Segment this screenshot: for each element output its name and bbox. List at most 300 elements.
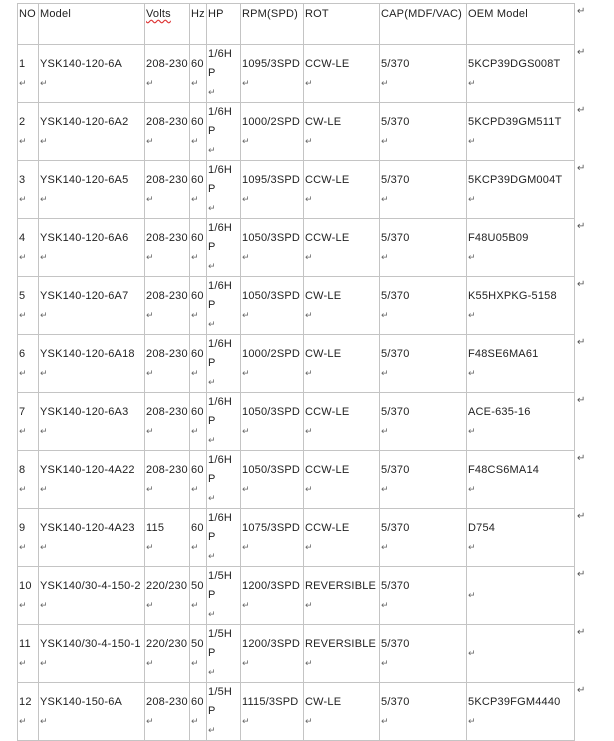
cell-volts [145, 451, 190, 509]
cell-end-mark: ↵ [242, 309, 250, 320]
header-rot: ROT [304, 4, 380, 45]
header-hp: HP [207, 4, 241, 45]
cell-hz [190, 567, 207, 625]
cell-cap-text: 5/370 [381, 289, 410, 302]
cell-end-mark: ↵ [191, 657, 199, 668]
table-row [18, 683, 575, 741]
cell-hz-text: 60 [191, 521, 204, 534]
cell-rot [304, 45, 380, 103]
cell-no-text: 1 [19, 57, 26, 70]
cell-end-mark: ↵ [191, 367, 199, 378]
cell-end-mark: ↵ [242, 541, 250, 552]
table-row [18, 219, 575, 277]
cell-hp [207, 625, 241, 683]
cell-end-mark: ↵ [381, 251, 389, 262]
cell-end-mark: ↵ [146, 425, 154, 436]
cell-oem-text: 5KCP39FGM4440 [468, 695, 561, 708]
cell-oem [467, 509, 575, 567]
cell-rot-text: CCW-LE [305, 231, 350, 244]
cell-no-text: 7 [19, 405, 26, 418]
cell-end-mark: ↵ [146, 599, 154, 610]
cell-hp-text: 1/5HP [208, 628, 233, 659]
table-row [18, 625, 575, 683]
cell-end-mark: ↵ [146, 309, 154, 320]
cell-end-mark: ↵ [191, 251, 199, 262]
cell-cap-text: 5/370 [381, 521, 410, 534]
cell-end-mark: ↵ [40, 483, 48, 494]
cell-end-mark: ↵ [381, 715, 389, 726]
cell-cap [380, 567, 467, 625]
cell-end-mark: ↵ [468, 425, 476, 436]
cell-hp-text: 1/5HP [208, 570, 233, 601]
cell-hz-text: 50 [191, 579, 204, 592]
cell-end-mark: ↵ [40, 77, 48, 88]
cell-hp-text: 1/6HP [208, 454, 233, 485]
header-hz: Hz [190, 4, 207, 45]
cell-hz-text: 50 [191, 637, 204, 650]
motor-spec-table [17, 3, 575, 741]
cell-model [39, 103, 145, 161]
cell-end-mark: ↵ [381, 657, 389, 668]
cell-hp-text: 1/6HP [208, 512, 233, 543]
cell-hz [190, 161, 207, 219]
cell-model-text: YSK140-120-6A [40, 57, 123, 70]
cell-end-mark: ↵ [19, 541, 27, 552]
cell-hz-text: 60 [191, 115, 204, 128]
cell-volts [145, 683, 190, 741]
cell-model [39, 45, 145, 103]
cell-cap [380, 103, 467, 161]
cell-end-mark: ↵ [381, 77, 389, 88]
cell-model-text: YSK140-120-6A2 [40, 115, 129, 128]
cell-end-mark: ↵ [468, 135, 476, 146]
cell-no-text: 5 [19, 289, 26, 302]
cell-end-mark: ↵ [191, 715, 199, 726]
cell-model-text: YSK140-120-6A7 [40, 289, 129, 302]
cell-end-mark: ↵ [40, 251, 48, 262]
cell-volts-text: 208-230 [146, 695, 188, 708]
cell-volts [145, 509, 190, 567]
table-row [18, 45, 575, 103]
cell-volts-text: 220/230 [146, 637, 188, 650]
cell-hz-text: 60 [191, 405, 204, 418]
cell-rot-text: CCW-LE [305, 173, 350, 186]
cell-model-text: YSK140-150-6A [40, 695, 123, 708]
cell-volts [145, 393, 190, 451]
cell-hz-text: 60 [191, 463, 204, 476]
cell-hp [207, 45, 241, 103]
cell-end-mark: ↵ [468, 367, 476, 378]
cell-end-mark: ↵ [40, 309, 48, 320]
cell-hp [207, 567, 241, 625]
cell-cap-text: 5/370 [381, 405, 410, 418]
cell-end-mark: ↵ [242, 599, 250, 610]
cell-no [18, 393, 39, 451]
cell-hz [190, 103, 207, 161]
cell-end-mark: ↵ [242, 77, 250, 88]
cell-cap-text: 5/370 [381, 173, 410, 186]
cell-end-mark: ↵ [208, 203, 216, 213]
cell-volts [145, 567, 190, 625]
cell-end-mark: ↵ [208, 725, 216, 735]
cell-no [18, 567, 39, 625]
cell-oem-text: F48SE6MA61 [468, 347, 539, 360]
row-end-mark: ↵ [577, 104, 586, 116]
cell-no [18, 277, 39, 335]
cell-model [39, 567, 145, 625]
cell-no-text: 6 [19, 347, 26, 360]
cell-end-mark: ↵ [242, 425, 250, 436]
cell-model [39, 277, 145, 335]
cell-end-mark: ↵ [208, 609, 216, 619]
cell-end-mark: ↵ [40, 135, 48, 146]
cell-rpm-text: 1075/3SPD [242, 521, 301, 534]
cell-no [18, 161, 39, 219]
cell-volts [145, 219, 190, 277]
cell-end-mark: ↵ [468, 541, 476, 552]
cell-model-text: YSK140-120-6A3 [40, 405, 129, 418]
cell-no-text: 2 [19, 115, 26, 128]
row-end-mark: ↵ [577, 626, 586, 638]
cell-hz [190, 335, 207, 393]
cell-volts-text: 208-230 [146, 289, 188, 302]
table-row [18, 567, 575, 625]
cell-oem [467, 335, 575, 393]
cell-oem [467, 683, 575, 741]
cell-model [39, 509, 145, 567]
cell-rpm-text: 1200/3SPD [242, 637, 301, 650]
cell-volts [145, 335, 190, 393]
cell-hp [207, 393, 241, 451]
cell-hz [190, 683, 207, 741]
cell-end-mark: ↵ [305, 193, 313, 204]
cell-end-mark: ↵ [468, 193, 476, 204]
cell-end-mark: ↵ [19, 599, 27, 610]
cell-hp [207, 219, 241, 277]
row-end-mark: ↵ [577, 336, 586, 348]
row-end-mark: ↵ [577, 394, 586, 406]
cell-rpm [241, 509, 304, 567]
cell-oem [467, 103, 575, 161]
cell-no-text: 12 [19, 695, 32, 708]
cell-oem [467, 219, 575, 277]
cell-no [18, 335, 39, 393]
cell-rpm [241, 625, 304, 683]
cell-rpm-text: 1050/3SPD [242, 231, 301, 244]
cell-cap [380, 683, 467, 741]
table-header-row [18, 4, 575, 45]
cell-rpm [241, 393, 304, 451]
cell-no [18, 103, 39, 161]
cell-rot-text: REVERSIBLE [305, 637, 377, 650]
cell-hz-text: 60 [191, 173, 204, 186]
cell-model [39, 625, 145, 683]
cell-oem-text: F48U05B09 [468, 231, 529, 244]
cell-rpm-text: 1000/2SPD [242, 115, 301, 128]
cell-end-mark: ↵ [381, 135, 389, 146]
cell-volts-text: 220/230 [146, 579, 188, 592]
cell-rot [304, 335, 380, 393]
cell-model-text: YSK140-120-4A22 [40, 463, 135, 476]
cell-hz [190, 509, 207, 567]
cell-oem-text: 5KCP39DGM004T [468, 173, 563, 186]
cell-end-mark: ↵ [146, 483, 154, 494]
cell-end-mark: ↵ [146, 541, 154, 552]
cell-end-mark: ↵ [208, 87, 216, 97]
table-row [18, 103, 575, 161]
cell-rot [304, 393, 380, 451]
table-row [18, 393, 575, 451]
cell-cap [380, 451, 467, 509]
cell-end-mark: ↵ [208, 551, 216, 561]
cell-rpm-text: 1200/3SPD [242, 579, 301, 592]
cell-hp [207, 161, 241, 219]
cell-end-mark: ↵ [19, 251, 27, 262]
row-end-mark: ↵ [577, 46, 586, 58]
cell-rot [304, 625, 380, 683]
cell-end-mark: ↵ [242, 715, 250, 726]
row-end-mark: ↵ [577, 452, 586, 464]
cell-end-mark: ↵ [305, 425, 313, 436]
cell-model-text: YSK140-120-4A23 [40, 521, 135, 534]
cell-model [39, 335, 145, 393]
cell-end-mark: ↵ [40, 715, 48, 726]
cell-volts [145, 103, 190, 161]
cell-no [18, 451, 39, 509]
cell-oem-text: 5KCPD39GM511T [468, 115, 562, 128]
cell-end-mark: ↵ [191, 193, 199, 204]
cell-end-mark: ↵ [19, 135, 27, 146]
cell-hz-text: 60 [191, 695, 204, 708]
header-cap: CAP(MDF/VAC) [380, 4, 467, 45]
header-no: NO [18, 4, 39, 45]
cell-end-mark: ↵ [242, 367, 250, 378]
header-volts: Volts [145, 4, 190, 45]
cell-end-mark: ↵ [208, 377, 216, 387]
cell-end-mark: ↵ [191, 309, 199, 320]
cell-end-mark: ↵ [242, 135, 250, 146]
cell-no-text: 3 [19, 173, 26, 186]
cell-no-text: 4 [19, 231, 26, 244]
cell-volts [145, 45, 190, 103]
cell-volts-text: 208-230 [146, 231, 188, 244]
cell-rot-text: CCW-LE [305, 521, 350, 534]
cell-no [18, 219, 39, 277]
cell-cap [380, 393, 467, 451]
cell-volts-text: 208-230 [146, 57, 188, 70]
cell-end-mark: ↵ [242, 657, 250, 668]
cell-hp-text: 1/6HP [208, 48, 233, 79]
cell-model-text: YSK140/30-4-150-2 [40, 579, 141, 592]
cell-end-mark: ↵ [191, 77, 199, 88]
cell-hp-text: 1/5HP [208, 686, 233, 717]
cell-cap [380, 161, 467, 219]
cell-hz [190, 625, 207, 683]
cell-volts [145, 625, 190, 683]
cell-rpm [241, 335, 304, 393]
cell-hz [190, 451, 207, 509]
cell-end-mark: ↵ [146, 135, 154, 146]
cell-hp [207, 335, 241, 393]
cell-cap-text: 5/370 [381, 347, 410, 360]
cell-rpm [241, 45, 304, 103]
cell-cap-text: 5/370 [381, 637, 410, 650]
cell-cap-text: 5/370 [381, 579, 410, 592]
header-oem: OEM Model [467, 4, 575, 45]
cell-end-mark: ↵ [19, 715, 27, 726]
cell-no-text: 8 [19, 463, 26, 476]
cell-volts-text: 115 [146, 521, 165, 534]
cell-end-mark: ↵ [208, 145, 216, 155]
cell-hz [190, 45, 207, 103]
cell-rot [304, 509, 380, 567]
cell-hp-text: 1/6HP [208, 280, 233, 311]
cell-cap [380, 335, 467, 393]
cell-volts-text: 208-230 [146, 347, 188, 360]
cell-rot [304, 683, 380, 741]
cell-oem-text: D754 [468, 521, 496, 534]
cell-rpm [241, 219, 304, 277]
cell-hp [207, 451, 241, 509]
cell-model-text: YSK140-120-6A5 [40, 173, 129, 186]
cell-rpm-text: 1050/3SPD [242, 405, 301, 418]
cell-no [18, 683, 39, 741]
cell-rpm [241, 567, 304, 625]
cell-end-mark: ↵ [208, 667, 216, 677]
cell-no-text: 11 [19, 637, 31, 650]
cell-rot-text: CW-LE [305, 115, 342, 128]
cell-end-mark: ↵ [305, 251, 313, 262]
cell-end-mark: ↵ [305, 715, 313, 726]
cell-no-text: 9 [19, 521, 26, 534]
cell-hz [190, 219, 207, 277]
cell-model [39, 451, 145, 509]
cell-oem [467, 451, 575, 509]
cell-model [39, 393, 145, 451]
cell-end-mark: ↵ [208, 319, 216, 329]
cell-hp [207, 509, 241, 567]
cell-rot-text: CCW-LE [305, 405, 350, 418]
cell-hp-text: 1/6HP [208, 338, 233, 369]
cell-end-mark: ↵ [381, 599, 389, 610]
cell-rot [304, 567, 380, 625]
cell-no [18, 45, 39, 103]
cell-end-mark: ↵ [468, 483, 476, 494]
cell-oem [467, 161, 575, 219]
cell-rpm-text: 1000/2SPD [242, 347, 301, 360]
cell-model-text: YSK140-120-6A6 [40, 231, 129, 244]
cell-hp-text: 1/6HP [208, 396, 233, 427]
cell-cap [380, 45, 467, 103]
cell-end-mark: ↵ [40, 541, 48, 552]
cell-end-mark: ↵ [191, 425, 199, 436]
cell-end-mark: ↵ [305, 309, 313, 320]
cell-end-mark: ↵ [305, 657, 313, 668]
cell-rot [304, 451, 380, 509]
cell-rpm-text: 1050/3SPD [242, 289, 301, 302]
cell-end-mark: ↵ [146, 367, 154, 378]
cell-oem [467, 393, 575, 451]
cell-end-mark: ↵ [19, 425, 27, 436]
cell-end-mark: ↵ [40, 367, 48, 378]
cell-end-mark: ↵ [381, 425, 389, 436]
cell-end-mark: ↵ [191, 599, 199, 610]
cell-end-mark: ↵ [468, 309, 476, 320]
row-end-mark: ↵ [577, 220, 586, 232]
cell-hp [207, 277, 241, 335]
header-model: Model [39, 4, 145, 45]
cell-hz-text: 60 [191, 347, 204, 360]
cell-oem-text: F48CS6MA14 [468, 463, 540, 476]
cell-end-mark: ↵ [468, 251, 476, 262]
table-row [18, 161, 575, 219]
cell-volts-text: 208-230 [146, 115, 188, 128]
cell-end-mark: ↵ [242, 251, 250, 262]
cell-hp-text: 1/6HP [208, 222, 233, 253]
row-end-mark: ↵ [577, 684, 586, 696]
cell-end-mark: ↵ [242, 193, 250, 204]
cell-end-mark: ↵ [191, 541, 199, 552]
cell-rot [304, 219, 380, 277]
cell-rpm-text: 1050/3SPD [242, 463, 301, 476]
cell-rpm [241, 103, 304, 161]
row-end-mark: ↵ [577, 510, 586, 522]
cell-oem [467, 45, 575, 103]
cell-end-mark: ↵ [468, 590, 476, 600]
cell-end-mark: ↵ [19, 483, 27, 494]
cell-end-mark: ↵ [305, 367, 313, 378]
table-row [18, 335, 575, 393]
cell-end-mark: ↵ [146, 715, 154, 726]
cell-end-mark: ↵ [381, 309, 389, 320]
cell-end-mark: ↵ [305, 135, 313, 146]
cell-oem-text: ACE-635-16 [468, 405, 531, 418]
cell-end-mark: ↵ [146, 77, 154, 88]
cell-cap-text: 5/370 [381, 57, 410, 70]
cell-end-mark: ↵ [468, 715, 476, 726]
cell-model [39, 683, 145, 741]
cell-end-mark: ↵ [40, 657, 48, 668]
cell-rpm [241, 161, 304, 219]
row-end-mark: ↵ [577, 278, 586, 290]
cell-cap [380, 509, 467, 567]
cell-no [18, 509, 39, 567]
cell-end-mark: ↵ [40, 193, 48, 204]
cell-rot-text: CW-LE [305, 289, 342, 302]
cell-rpm [241, 451, 304, 509]
cell-end-mark: ↵ [381, 483, 389, 494]
cell-hp-text: 1/6HP [208, 106, 233, 137]
cell-no-text: 10 [19, 579, 32, 592]
cell-end-mark: ↵ [208, 493, 216, 503]
cell-hz-text: 60 [191, 231, 204, 244]
cell-rot-text: CCW-LE [305, 463, 350, 476]
cell-volts-text: 208-230 [146, 463, 188, 476]
cell-rot [304, 161, 380, 219]
cell-volts-text: 208-230 [146, 405, 188, 418]
cell-volts [145, 161, 190, 219]
cell-end-mark: ↵ [19, 657, 27, 668]
cell-end-mark: ↵ [208, 435, 216, 445]
cell-cap [380, 625, 467, 683]
cell-rpm-text: 1115/3SPD [242, 695, 299, 708]
cell-end-mark: ↵ [305, 77, 313, 88]
cell-oem [467, 277, 575, 335]
cell-hz [190, 393, 207, 451]
cell-model-text: YSK140-120-6A18 [40, 347, 135, 360]
cell-hp [207, 683, 241, 741]
cell-volts-text: 208-230 [146, 173, 188, 186]
